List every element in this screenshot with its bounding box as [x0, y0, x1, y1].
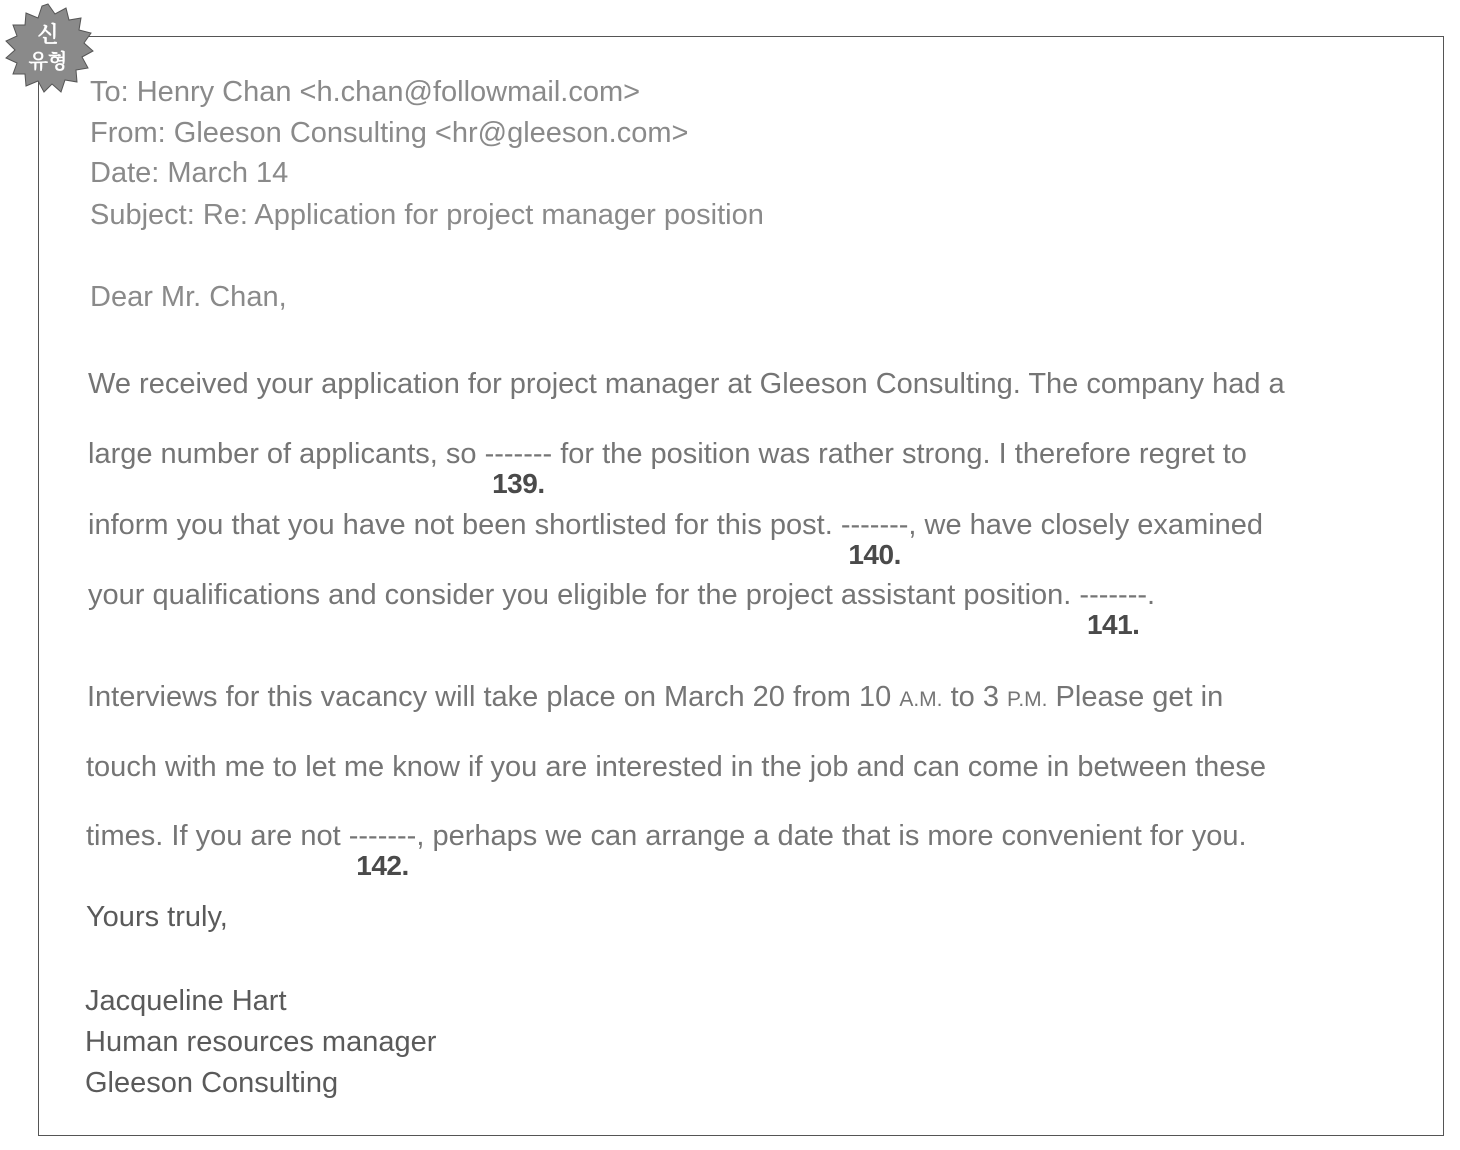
p1-line2-post: for the position was rather strong. I therefore regret to — [552, 438, 1247, 470]
closing: Yours truly, — [86, 901, 228, 933]
p1-line3-pre: inform you that you have not been shortlisted for this post. — [88, 509, 841, 541]
greeting: Dear Mr. Chan, — [90, 281, 287, 313]
paragraph2-line2: touch with me to let me know if you are interested in the job and can come in between these — [86, 751, 1267, 783]
paragraph1-line2 — [88, 437, 1247, 499]
header-date: Date: March 14 — [90, 157, 289, 189]
p1-line4-post: . — [1147, 579, 1156, 611]
signature-company: Gleeson Consulting — [85, 1067, 339, 1099]
new-type-badge — [2, 2, 94, 94]
paragraph2-line1 — [87, 680, 1223, 717]
blank-140 — [840, 508, 909, 570]
blank-142 — [348, 819, 417, 881]
p2-line3-post: , perhaps we can arrange a date that is more convenient for you. — [416, 820, 1247, 852]
starburst-icon — [2, 2, 94, 94]
question-number-141: 141. — [1086, 609, 1140, 640]
question-number-142: 142. — [356, 850, 409, 881]
paragraph1-line4 — [88, 578, 1156, 640]
header-to: To: Henry Chan <h.chan@followmail.com> — [90, 76, 641, 108]
badge-line2: 유형 — [28, 49, 68, 73]
pm-label: P.M. — [1007, 688, 1048, 711]
p1-line3-post: , we have closely examined — [908, 509, 1264, 541]
signature-title: Human resources manager — [85, 1026, 437, 1058]
p2-line1-a: Interviews for this vacancy will take place on March 20 from 10 — [87, 681, 900, 713]
question-number-140: 140. — [848, 539, 901, 570]
paragraph2-line3 — [86, 819, 1247, 881]
signature-name: Jacqueline Hart — [85, 985, 287, 1017]
header-subject: Subject: Re: Application for project manager position — [90, 199, 764, 231]
p2-line1-b: to 3 — [942, 681, 1008, 713]
blank-140-dashes: ------- — [840, 509, 909, 541]
p1-line4-pre: your qualifications and consider you eligible for the project assistant position. — [88, 579, 1080, 611]
p1-line2-pre: large number of applicants, so — [88, 438, 485, 470]
blank-141-dashes: ------- — [1079, 579, 1148, 611]
paragraph1-line3 — [88, 508, 1264, 570]
p2-line1-c: Please get in — [1047, 681, 1224, 713]
blank-139 — [484, 437, 553, 499]
blank-142-dashes: ------- — [348, 820, 417, 852]
blank-139-dashes: ------- — [484, 438, 553, 470]
am-label: A.M. — [899, 688, 943, 711]
question-number-139: 139. — [492, 468, 545, 499]
paragraph1-line1: We received your application for project manager at Gleeson Consulting. The company had a — [88, 368, 1285, 400]
p2-line3-pre: times. If you are not — [86, 820, 349, 852]
header-from: From: Gleeson Consulting <hr@gleeson.com> — [90, 117, 689, 149]
blank-141 — [1079, 578, 1148, 640]
badge-line1: 신 — [37, 23, 59, 48]
